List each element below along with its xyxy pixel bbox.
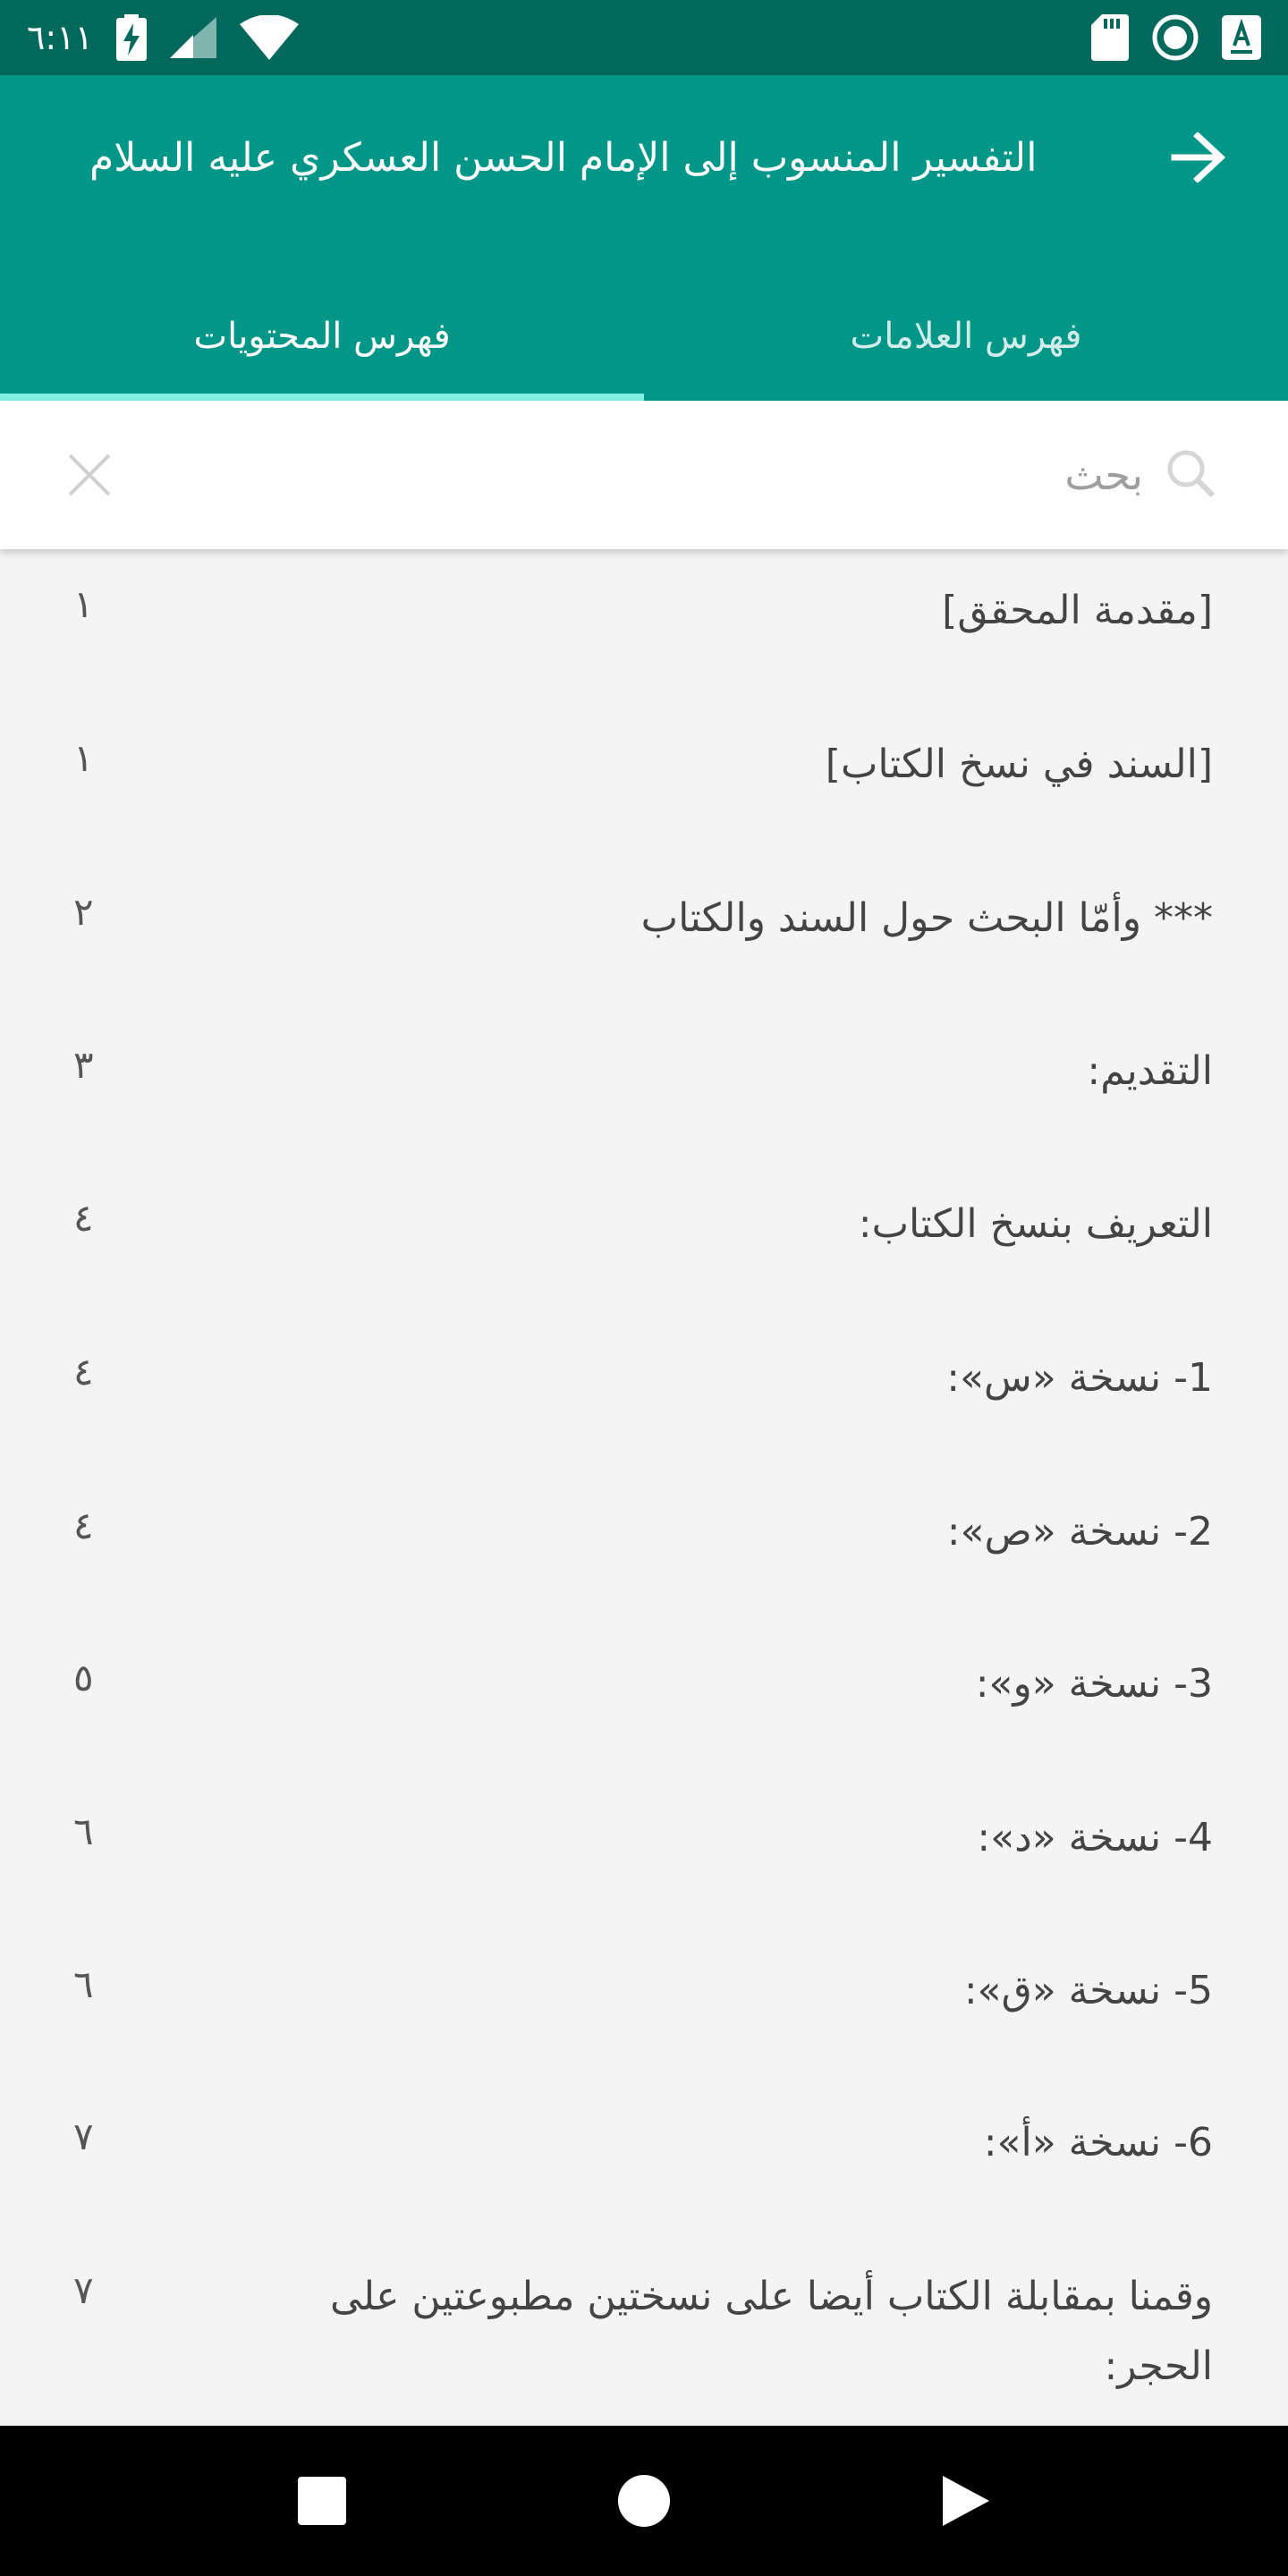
toc-item[interactable] [0,1343,1288,1413]
search-clear-button[interactable] [63,448,116,502]
status-bar-right [1091,14,1261,61]
toc-item-title: 5- نسخة «ق»: [963,1968,1213,2013]
toc-item-title: 1- نسخة «س»: [946,1355,1213,1401]
tab-bar [0,299,1288,401]
toc-list [0,549,1288,2426]
toc-item-title: 6- نسخة «أ»: [983,2120,1213,2165]
status-bar-left [27,14,299,61]
toc-item[interactable] [0,2262,1288,2402]
tab-bookmarks-index[interactable] [644,299,1288,401]
search-icon [1165,447,1216,503]
home-circle-icon [617,2474,671,2528]
search-bar [0,401,1288,549]
page-title: التفسير المنسوب إلى الإمام الحسن العسكري عليه السلام [89,134,1038,181]
toc-item-title: 3- نسخة «و»: [975,1661,1213,1707]
search-input[interactable] [338,451,1143,499]
toc-item-title: 4- نسخة «د»: [977,1815,1213,1860]
toc-item[interactable] [0,730,1288,800]
toc-item[interactable] [0,1803,1288,1873]
toc-item-page: ٤ [73,1504,94,1547]
close-icon [67,453,112,497]
toc-item-title: [مقدمة المحقق] [942,588,1213,633]
toc-item-page: ٣ [73,1043,94,1087]
toc-item-page: ٤ [73,1196,94,1240]
toolbar [0,75,1288,240]
toc-item-page: ٧ [73,2114,94,2158]
tab-contents-index-label: فهرس المحتويات [193,316,451,357]
app-bar [0,75,1288,401]
search-field [338,447,1216,503]
toc-item-title: التقديم: [1087,1048,1213,1094]
wifi-icon [240,15,299,60]
toc-item-page: ٤ [73,1350,94,1394]
tab-bookmarks-index-label: فهرس العلامات [850,316,1082,357]
recents-button[interactable] [277,2456,367,2546]
toc-item-page: ١ [73,582,94,626]
toc-item[interactable] [0,576,1288,646]
toc-item[interactable] [0,1649,1288,1719]
toc-item[interactable] [0,1190,1288,1259]
record-icon [1152,14,1199,61]
status-time: ٦:١١ [27,18,94,57]
toc-item[interactable] [0,2108,1288,2178]
toc-item-title: التعريف بنسخ الكتاب: [858,1201,1213,1247]
back-button[interactable] [1163,122,1234,193]
toc-item-page: ٦ [73,1809,94,1853]
home-button[interactable] [599,2456,689,2546]
toc-item-page: ٦ [73,1962,94,2006]
toc-item[interactable] [0,1497,1288,1567]
toc-item-title: [السند في نسخ الكتاب] [825,741,1213,787]
recents-square-icon [298,2477,346,2525]
keyboard-a-icon [1222,15,1261,60]
tab-contents-index[interactable] [0,299,644,401]
back-triangle-icon [941,2474,991,2528]
battery-charging-icon [116,14,147,61]
toc-item[interactable] [0,884,1288,953]
navigation-bar [0,2426,1288,2576]
sd-card-icon [1091,14,1129,61]
toc-item-title: 2- نسخة «ص»: [946,1509,1213,1555]
toc-item[interactable] [0,1037,1288,1106]
system-back-button[interactable] [921,2456,1011,2546]
toc-item-title: وقمنا بمقابلة الكتاب أيضا على نسختين مطبوعتين على الحجر: [329,2274,1213,2389]
toc-item-page: ١ [73,736,94,780]
signal-icon [170,17,216,58]
toc-item-page: ٢ [73,890,94,934]
arrow-right-icon [1171,132,1226,182]
toc-item-page: ٧ [73,2268,94,2312]
status-bar [0,0,1288,75]
toc-item-title: *** وأمّا البحث حول السند والكتاب [640,895,1213,941]
toc-item-page: ٥ [73,1656,94,1699]
toc-item[interactable] [0,1956,1288,2026]
